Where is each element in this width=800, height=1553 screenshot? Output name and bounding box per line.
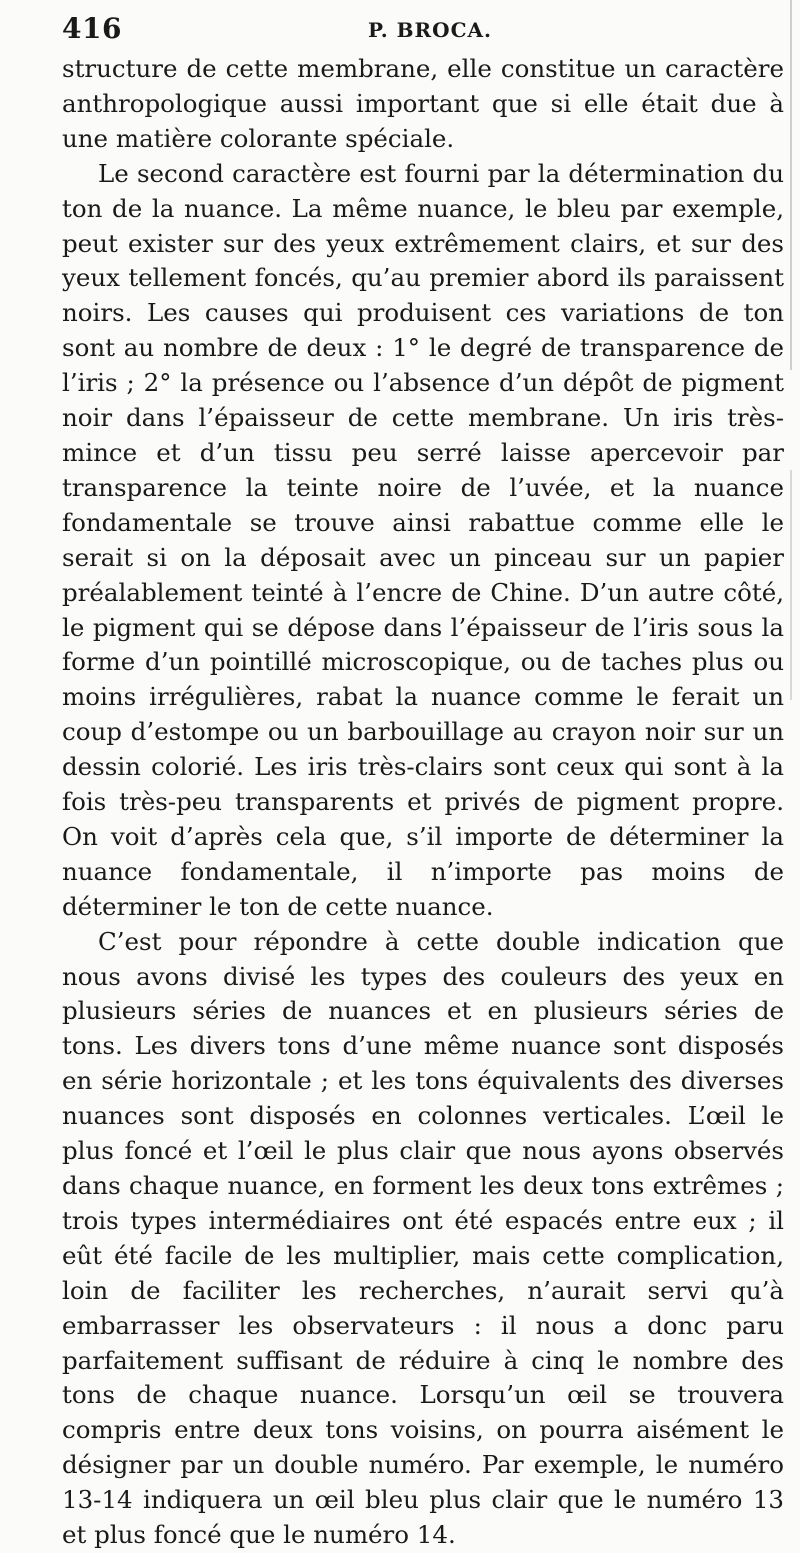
- page-edge-rule: [790, 0, 792, 370]
- paragraph-tone-determination: Le second caractère est fourni par la détermination du ton de la nuance. La même nuance, le bleu par exemple, peut exister sur des yeux extrêmement clairs, et sur des yeux tellement foncés, qu’au premier abord ils paraissent noirs. Les causes qui produisent ces variations de ton sont au nombre de deux : 1° le degré de transparence de l’iris ; 2° la présence ou l’absence d’un dépôt de pigment noir dans l’épaisseur de cette membrane. Un iris très-mince et d’un tissu peu serré laisse apercevoir par transparence la teinte noire de l’uvée, et la nuance fondamentale se trouve ainsi rabattue comme elle le serait si on la déposait avec un pinceau sur un papier préalablement teinté à l’encre de Chine. D’un autre côté, le pigment qui se dépose dans l’épaisseur de l’iris sous la forme d’un pointillé microscopique, ou de taches plus ou moins irrégulières, rabat la nuance comme le ferait un coup d’estompe ou un barbouillage au crayon noir sur un dessin colorié. Les iris très-clairs sont ceux qui sont à la fois très-peu transparents et privés de pigment propre. On voit d’après cela que, s’il importe de déterminer la nuance fondamentale, il n’importe pas moins de déterminer le ton de cette nuance.: [62, 158, 784, 921]
- paragraph-continuation: structure de cette membrane, elle constitue un caractère anthropologique aussi important que si elle était due à une matière colorante spéciale.: [62, 54, 784, 153]
- page-number: 416: [62, 12, 122, 45]
- page-edge-rule: [790, 470, 792, 700]
- body-text: [62, 52, 784, 1553]
- running-head: P. BROCA.: [368, 18, 492, 42]
- paragraph-series-of-tones: C’est pour répondre à cette double indication que nous avons divisé les types des couleurs des yeux en plusieurs séries de nuances et en plusieurs séries de tons. Les divers tons d’une même nuance sont disposés en série horizontale ; et les tons équivalents des diverses nuances sont disposés en colonnes verticales. L’œil le plus foncé et l’œil le plus clair que nous ayons observés dans chaque nuance, en forment les deux tons extrêmes ; trois types intermédiaires ont été espacés entre eux ; il eût été facile de les multiplier, mais cette complication, loin de faciliter les recherches, n’aurait servi qu’à embarrasser les observateurs : il nous a donc paru parfaitement suffisant de réduire à cinq le nombre des tons de chaque nuance. Lorsqu’un œil se trouvera compris entre deux tons voisins, on pourra aisément le désigner par un double numéro. Par exemple, le numéro 13-14 indiquera un œil bleu plus clair que le numéro 13 et plus foncé que le numéro 14.: [62, 926, 784, 1550]
- page-header: [62, 12, 782, 46]
